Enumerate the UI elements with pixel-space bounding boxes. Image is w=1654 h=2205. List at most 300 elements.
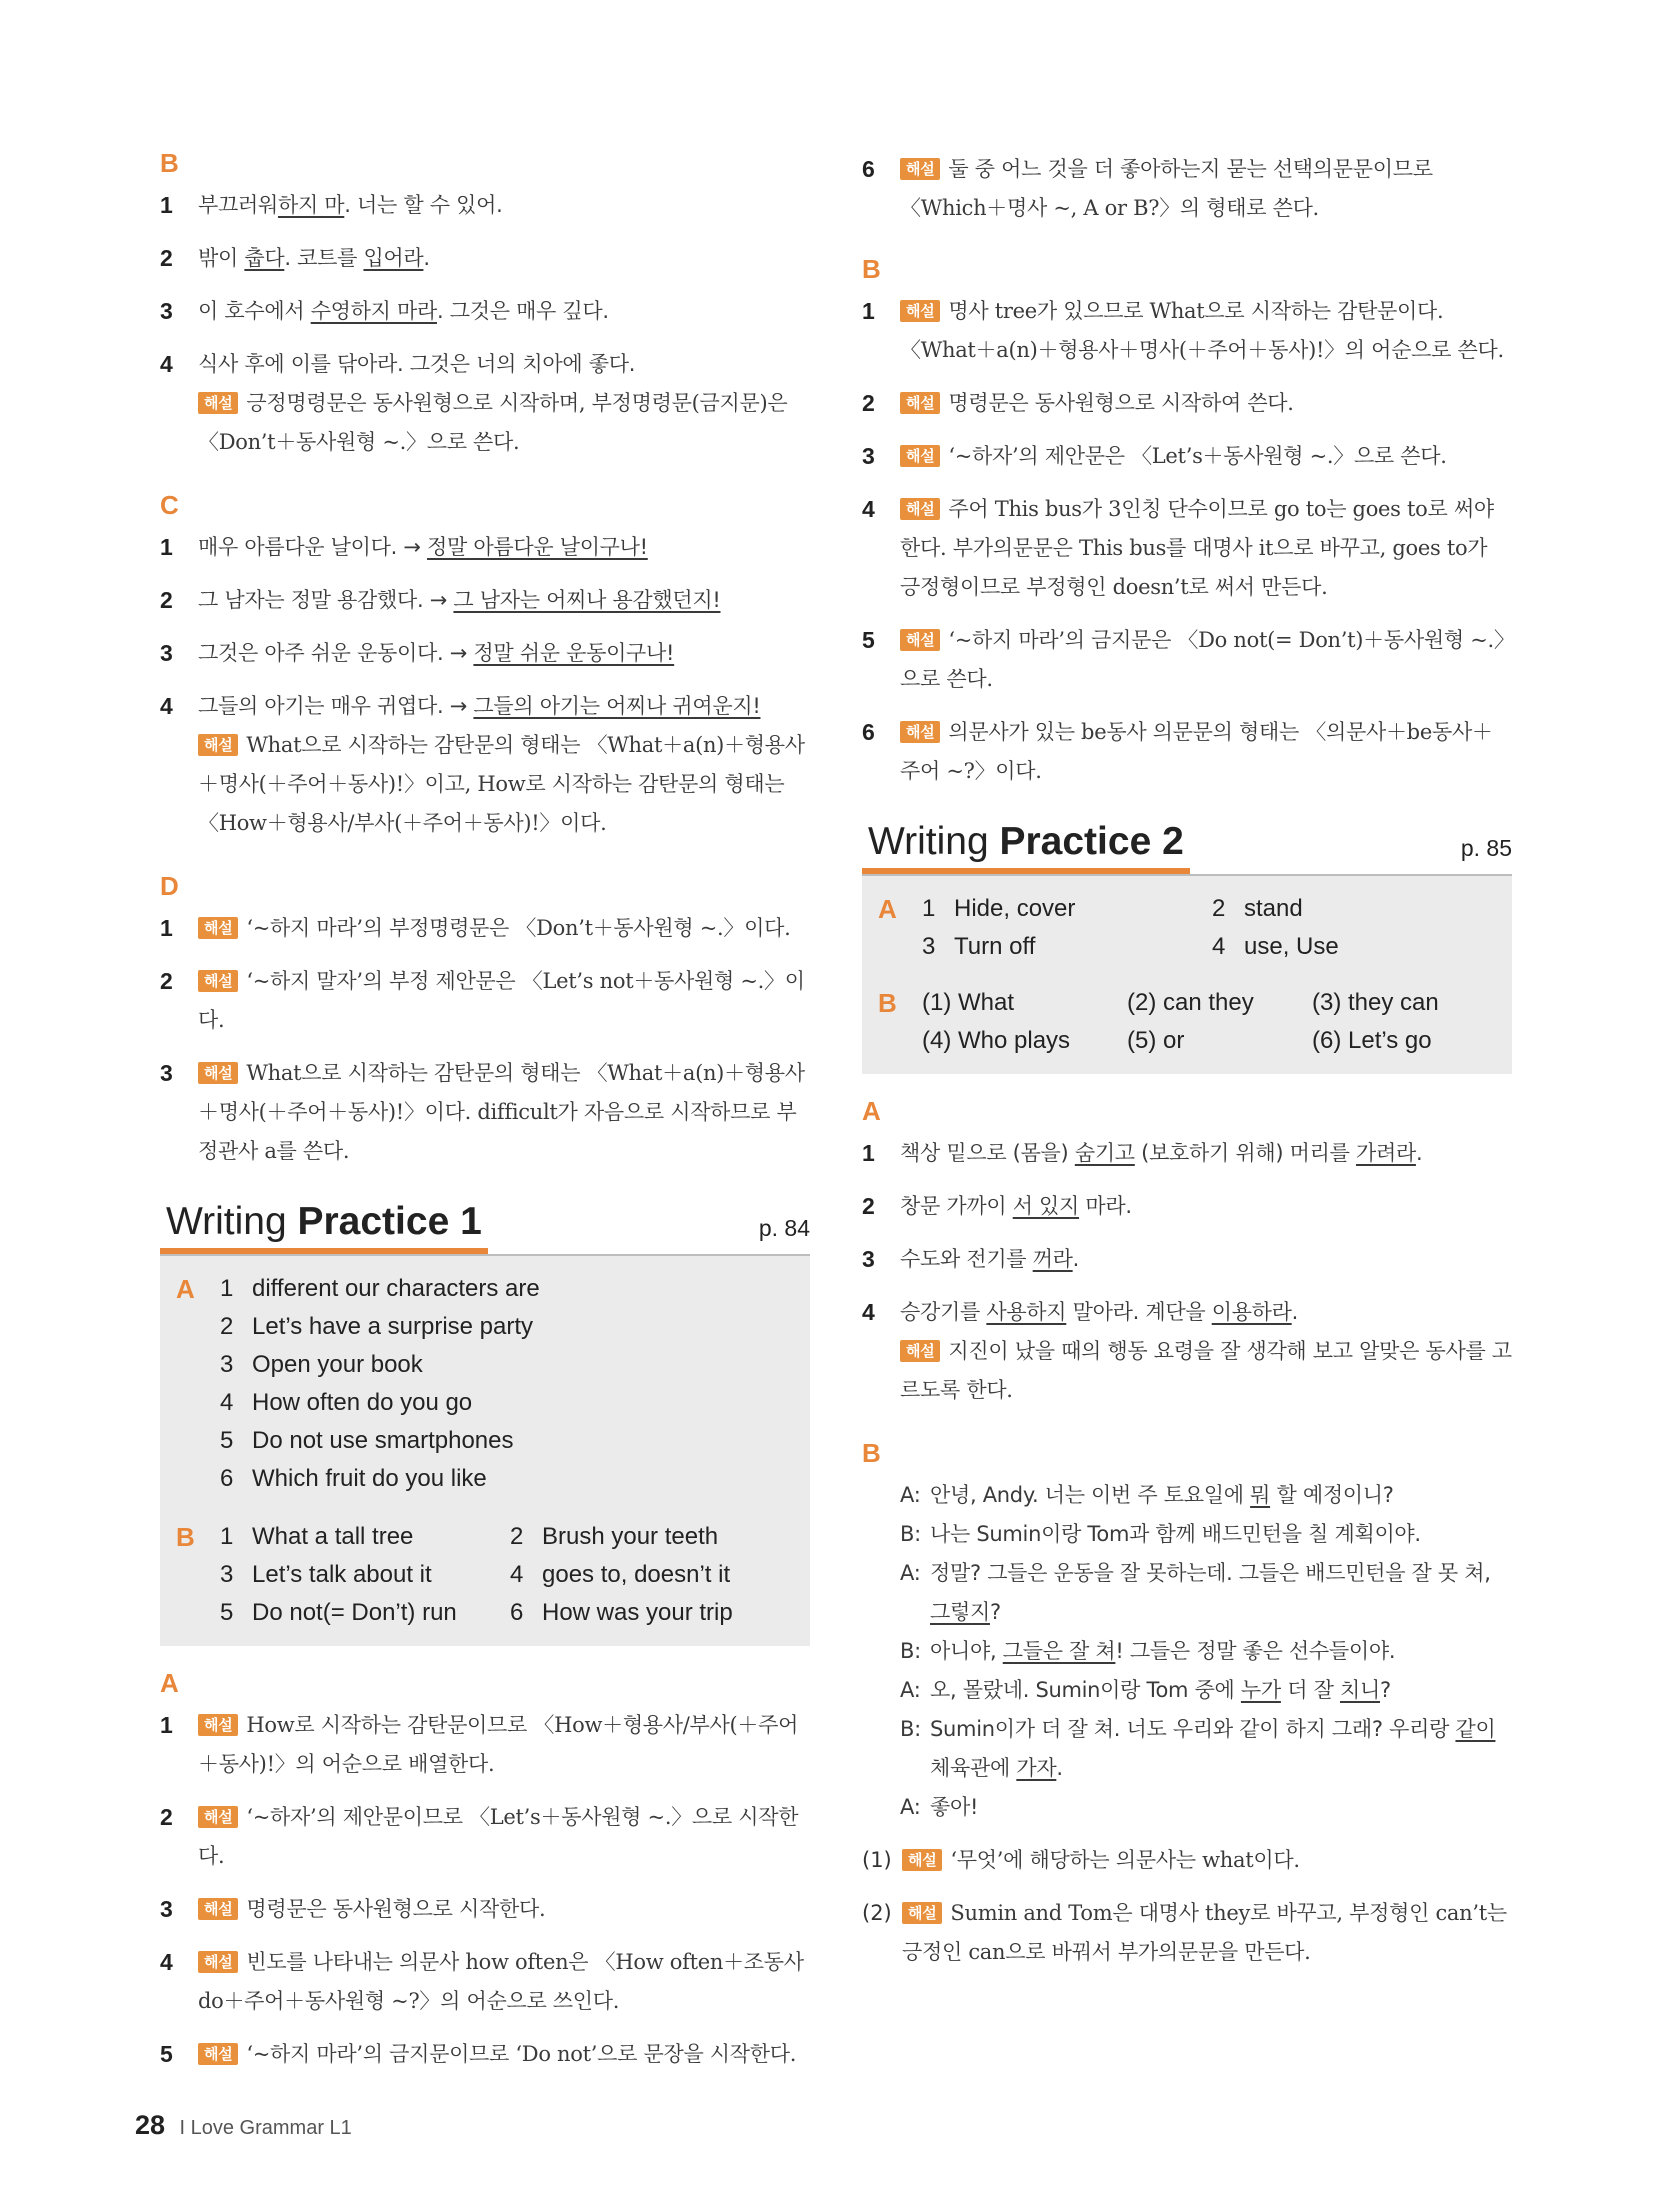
wp-answer-text: Brush your teeth	[542, 1522, 719, 1550]
dialog	[900, 1476, 1512, 1827]
wp-answer-grid	[220, 1518, 800, 1632]
explanation	[900, 490, 1512, 607]
wp-answer	[1127, 1022, 1312, 1060]
wp-answer-number: 4	[510, 1560, 524, 1588]
explanation-text: How로 시작하는 감탄문이므로 〈How＋형용사/부사(＋주어＋동사)!〉의 어순으로 배열한다.	[198, 1712, 799, 1776]
dialog-text	[930, 1788, 978, 1827]
sentence-text: . 그것은 매우 깊다.	[436, 299, 609, 323]
item-number: 2	[862, 1192, 875, 1219]
wp-answer-text: Turn off	[954, 932, 1036, 960]
note-list	[862, 1841, 1512, 1972]
wp-answer-text: (6) Let’s go	[1312, 1026, 1432, 1054]
sentence-text: .	[423, 246, 430, 270]
underlined-answer: 그 남자는 어찌나 용감했던지!	[453, 588, 721, 612]
item-body	[198, 1054, 810, 1171]
item-number: 1	[160, 1711, 173, 1738]
wp-answer-text: (5) or	[1127, 1026, 1185, 1054]
wp-row-b	[878, 984, 1494, 1060]
wp-answer-text: (4) Who plays	[922, 1026, 1071, 1054]
wp-letter: A	[878, 893, 897, 924]
explanation-badge: 해설	[900, 392, 940, 414]
speaker: A:	[900, 1482, 921, 1507]
section-a-wp1	[160, 1667, 810, 2074]
answer-sentence	[900, 1187, 1512, 1226]
explanation-text: 지진이 났을 때의 행동 요령을 잘 생각해 보고 알맞은 동사를 고르도록 한다.	[900, 1338, 1512, 1402]
wp-answer-number: 1	[220, 1274, 234, 1302]
item-body	[198, 528, 810, 567]
underlined-answer: 사용하지	[986, 1299, 1067, 1324]
answer-item	[160, 2035, 810, 2074]
wp-answer-text: Do not use smartphones	[252, 1426, 514, 1454]
explanation-text: ‘~하지 마라’의 부정명령문은 〈Don’t＋동사원형 ~.〉이다.	[246, 916, 791, 940]
sentence-text: .	[1291, 1299, 1299, 1324]
item-number: 5	[862, 627, 875, 653]
underlined-answer: 뭐	[1250, 1482, 1271, 1507]
wp-page-ref: p. 85	[1460, 834, 1512, 861]
wp-answer-text: How often do you go	[252, 1388, 473, 1416]
wp-answer-text: What a tall tree	[252, 1522, 414, 1550]
wp-answer	[220, 1308, 792, 1346]
item-body	[900, 490, 1512, 607]
underlined-answer: 정말 쉬운 운동이구나!	[473, 641, 675, 665]
sentence-text: 승강기를	[900, 1299, 987, 1324]
explanation-text: ‘~하자’의 제안문이므로 〈Let’s＋동사원형 ~.〉으로 시작한다.	[198, 1804, 799, 1868]
wp-answer	[922, 984, 1127, 1022]
wp-answer-text: Do not(= Don’t) run	[252, 1598, 457, 1626]
wp-answer	[1212, 928, 1502, 966]
item-number: (1)	[862, 1847, 892, 1872]
explanation	[900, 384, 1512, 423]
wp-title-bold: Practice 1	[297, 1200, 482, 1243]
explanation-text: Sumin and Tom은 대명사 they로 바꾸고, 부정형인 can’t는 긍정인 can으로 바꿔서 부가의문문을 만든다.	[902, 1900, 1507, 1964]
wp-answer-text: different our characters are	[252, 1274, 540, 1302]
wp-answer-text: Hide, cover	[954, 894, 1076, 922]
underlined-answer: 같이	[1455, 1716, 1496, 1741]
underlined-answer: 그들의 아기는 어찌나 귀여운지!	[473, 694, 761, 718]
wp-answer	[922, 1022, 1127, 1060]
explanation-text: 긍정명령문은 동사원형으로 시작하며, 부정명령문(금지문)은 〈Don’t＋동사원형 ~.〉으로 쓴다.	[198, 391, 788, 454]
dialog-line	[900, 1671, 1512, 1710]
explanation-badge: 해설	[198, 1062, 238, 1084]
answer-item	[160, 1890, 810, 1929]
answer-item	[862, 1240, 1512, 1279]
wp-answer	[1312, 1022, 1462, 1060]
item-body	[900, 1240, 1512, 1279]
sentence-text: . 코트를	[284, 246, 364, 270]
wp-answer	[922, 890, 1212, 928]
explanation	[198, 1943, 810, 2021]
underlined-answer: 가려라	[1355, 1140, 1416, 1165]
answer-item	[862, 437, 1512, 476]
underlined-answer: 그렇지	[930, 1599, 990, 1624]
dialog-text	[930, 1554, 1512, 1632]
explanation-badge: 해설	[900, 445, 940, 467]
sentence-text: 그들의 아기는 매우 귀엽다. →	[198, 694, 474, 718]
explanation-badge: 해설	[198, 734, 238, 756]
wp-title	[862, 821, 1190, 874]
answer-sentence	[198, 687, 810, 726]
explanation	[198, 1706, 810, 1784]
answer-sentence	[198, 634, 810, 673]
answer-item	[862, 384, 1512, 423]
wp-answer	[220, 1556, 510, 1594]
speaker: A:	[900, 1794, 921, 1819]
item-body	[198, 1943, 810, 2021]
wp-answer-text: (2) can they	[1127, 988, 1254, 1016]
underlined-answer: 치니	[1340, 1677, 1380, 1702]
dialog-segment: 나는 Sumin이랑 Tom과 함께 배드민턴을 칠 계획이야.	[930, 1521, 1421, 1546]
sentence-text: 수도와 전기를	[900, 1246, 1033, 1271]
item-body	[198, 581, 810, 620]
item-body	[900, 621, 1512, 699]
section-letter: B	[160, 148, 179, 178]
item-number: 5	[160, 2040, 173, 2067]
answer-item	[160, 962, 810, 1040]
dialog-line	[900, 1476, 1512, 1515]
answer-item	[862, 621, 1512, 699]
wp-answer-text: stand	[1244, 894, 1303, 922]
underlined-answer: 수영하지 마라	[310, 299, 437, 323]
wp-answer-number: 4	[220, 1388, 234, 1416]
answer-item	[160, 239, 810, 278]
explanation	[198, 909, 810, 948]
wp-answer-number: 1	[922, 894, 936, 922]
wp-answer-text: Which fruit do you like	[252, 1464, 487, 1492]
item-number: 4	[862, 1298, 875, 1325]
dialog-text	[930, 1671, 1391, 1710]
item-number: 6	[862, 156, 875, 182]
speaker: A:	[900, 1560, 921, 1585]
wp-answer	[510, 1556, 800, 1594]
item-body	[198, 186, 810, 225]
answer-item	[862, 150, 1512, 228]
speaker: B:	[900, 1638, 921, 1663]
sentence-text: .	[1415, 1140, 1423, 1165]
wp-answer-number: 6	[510, 1598, 524, 1626]
dialog-line	[900, 1710, 1512, 1788]
item-number: 2	[862, 390, 875, 416]
wp-answer	[1212, 890, 1502, 928]
item-body	[198, 1798, 810, 1876]
writing-practice-1	[160, 1201, 810, 1646]
answer-item	[160, 909, 810, 948]
underlined-answer: 하지 마	[277, 193, 345, 217]
answer-sentence	[900, 1240, 1512, 1279]
wp-answer-text: Let’s talk about it	[252, 1560, 432, 1588]
sentence-text: (보호하기 위해) 머리를	[1134, 1140, 1356, 1165]
wp-answer-number: 6	[220, 1464, 234, 1492]
dialog-text	[930, 1632, 1395, 1671]
sentence-text: 매우 아름다운 날이다. →	[198, 535, 428, 559]
answer-item	[160, 634, 810, 673]
wp-answer-number: 2	[220, 1312, 234, 1340]
section-a-wp2	[862, 1095, 1512, 1410]
explanation-badge: 해설	[198, 1898, 238, 1920]
dialog-segment: 더 잘	[1280, 1677, 1341, 1702]
explanation-text: 빈도를 나타내는 의문사 how often은 〈How often＋조동사 do＋주어＋동사원형 ~?〉의 어순으로 쓰인다.	[198, 1949, 804, 2013]
explanation	[198, 962, 810, 1040]
explanation-badge: 해설	[902, 1849, 942, 1871]
explanation	[900, 150, 1512, 228]
dialog-line	[900, 1515, 1512, 1554]
right-column	[862, 150, 1512, 2002]
dialog-segment: ?	[989, 1599, 1001, 1624]
answer-sentence	[198, 239, 810, 278]
wp-answer-list	[220, 1270, 792, 1498]
item-body	[198, 962, 810, 1040]
wp-title-bold: Practice 2	[999, 820, 1184, 863]
wp-row-a	[878, 890, 1494, 966]
answer-item	[160, 1943, 810, 2021]
item-body	[198, 2035, 810, 2074]
explanation-text: ‘~하지 마라’의 금지문은 〈Do not(= Don’t)＋동사원형 ~.〉으로 쓴다.	[900, 628, 1505, 691]
item-body	[900, 437, 1512, 476]
dialog-text	[930, 1476, 1394, 1515]
explanation-badge: 해설	[198, 970, 238, 992]
dialog-segment: 좋아!	[930, 1794, 979, 1819]
item-number: 2	[160, 1803, 173, 1830]
section-letter: B	[862, 254, 881, 284]
item-number: 1	[862, 1139, 875, 1166]
explanation-badge: 해설	[198, 392, 238, 414]
item-list	[160, 1706, 810, 2074]
explanation	[900, 713, 1512, 791]
wp-answer-text: goes to, doesn’t it	[542, 1560, 731, 1588]
answer-sentence	[198, 186, 810, 225]
item-body	[198, 634, 810, 673]
explanation-badge: 해설	[900, 498, 940, 520]
speaker: B:	[900, 1716, 921, 1741]
wp-title-light: Writing	[868, 820, 1000, 863]
answer-item	[160, 1706, 810, 1784]
answer-item	[862, 292, 1512, 370]
item-number: 1	[862, 298, 875, 324]
answer-sentence	[900, 1134, 1512, 1173]
item-number: 3	[862, 1245, 875, 1272]
item-body	[900, 1134, 1512, 1173]
item-number: 2	[160, 245, 173, 271]
answer-item	[160, 528, 810, 567]
item-number: 3	[160, 1895, 173, 1922]
sentence-text: 마라.	[1079, 1193, 1132, 1218]
item-body	[198, 239, 810, 278]
answer-sentence	[198, 528, 810, 567]
wp-row-a	[176, 1270, 792, 1498]
sentence-text: 부끄러워	[198, 193, 278, 217]
wp-answer-number: 3	[220, 1350, 234, 1378]
page-number: 28	[135, 2110, 166, 2140]
explanation-badge: 해설	[198, 2043, 238, 2065]
item-body	[900, 1293, 1512, 1410]
item-body	[900, 713, 1512, 791]
explanation-text: What으로 시작하는 감탄문의 형태는 〈What＋a(n)＋형용사＋명사(＋주어＋동사)!〉이고, How로 시작하는 감탄문의 형태는 〈How＋형용사/부사(＋주어＋동사)!〉이다.	[198, 733, 805, 835]
wp-letter: A	[176, 1273, 195, 1304]
answer-sentence	[198, 345, 810, 384]
section-letter: C	[160, 490, 179, 520]
item-body	[902, 1894, 1512, 1972]
dialog-segment: ?	[1380, 1677, 1391, 1702]
explanation-text: What으로 시작하는 감탄문의 형태는 〈What＋a(n)＋형용사＋명사(＋주어＋동사)!〉이다. difficult가 자음으로 시작하므로 부정관사 a를 쓴다.	[198, 1061, 805, 1163]
item-body	[902, 1841, 1512, 1880]
wp-answer	[510, 1594, 800, 1632]
item-number: 4	[862, 496, 875, 522]
wp-letter: B	[176, 1521, 195, 1552]
answer-item	[160, 186, 810, 225]
wp-answer	[220, 1346, 792, 1384]
sentence-text: . 너는 할 수 있어.	[344, 193, 503, 217]
book-title: I Love Grammar L1	[179, 2117, 352, 2139]
wp-answer-text: How was your trip	[542, 1598, 733, 1626]
section-c	[160, 492, 810, 843]
wp-answer-grid	[922, 890, 1502, 966]
dialog-segment: 체육관에	[930, 1755, 1017, 1780]
sentence-text: 밖이	[198, 246, 245, 270]
item-list	[862, 1134, 1512, 1410]
underlined-answer: 그들은 잘 쳐	[1002, 1638, 1116, 1663]
sentence-text: 식사 후에 이를 닦아라. 그것은 너의 치아에 좋다.	[198, 352, 636, 376]
section-letter: B	[862, 1437, 881, 1468]
explanation	[900, 621, 1512, 699]
wp-answer-text: use, Use	[1244, 932, 1339, 960]
answer-item	[862, 1134, 1512, 1173]
wp-answer	[220, 1460, 792, 1498]
explanation-text: 명사 tree가 있으므로 What으로 시작하는 감탄문이다. 〈What＋a(n)＋형용사＋명사(＋주어＋동사)!〉의 어순으로 쓴다.	[900, 299, 1504, 362]
wp-title	[160, 1201, 488, 1254]
explanation-text: ‘~하지 말자’의 부정 제안문은 〈Let’s not＋동사원형 ~.〉이다.	[198, 969, 805, 1032]
section-letter: A	[862, 1095, 881, 1126]
wp-answer-number: 4	[1212, 932, 1226, 960]
explanation	[198, 1798, 810, 1876]
explanation-text: 의문사가 있는 be동사 의문문의 형태는 〈의문사＋be동사＋주어 ~?〉이다.	[900, 720, 1493, 783]
item-body	[198, 1706, 810, 1784]
dialog-segment: 오, 몰랐네. Sumin이랑 Tom 중에	[930, 1677, 1241, 1702]
item-number: 2	[160, 587, 173, 613]
section-b	[160, 150, 810, 462]
sentence-text: 이 호수에서	[198, 299, 311, 323]
explanation	[198, 1054, 810, 1171]
answer-sentence	[198, 581, 810, 620]
item-number: 4	[160, 693, 173, 719]
answer-sentence	[900, 1293, 1512, 1332]
item-body	[198, 345, 810, 462]
explanation	[900, 1332, 1512, 1410]
underlined-answer: 누가	[1240, 1677, 1281, 1702]
dialog-segment: ! 그들은 정말 좋은 선수들이야.	[1115, 1638, 1396, 1663]
wp-answer-number: 5	[220, 1426, 234, 1454]
answer-item	[160, 687, 810, 843]
explanation	[902, 1894, 1512, 1972]
explanation	[900, 292, 1512, 370]
item-number: (2)	[862, 1900, 892, 1925]
answer-item	[862, 713, 1512, 791]
item-number: 6	[862, 719, 875, 745]
wp-answer-number: 1	[220, 1522, 234, 1550]
item-number: 1	[160, 915, 173, 941]
item-body	[900, 292, 1512, 370]
wp-answer-number: 3	[220, 1560, 234, 1588]
section-letter: A	[160, 1667, 179, 1698]
explanation-badge: 해설	[900, 1340, 940, 1362]
dialog-segment: 할 예정이니?	[1270, 1482, 1394, 1507]
dialog-segment: Sumin이가 더 잘 쳐. 너도 우리와 같이 하지 그래? 우리랑	[930, 1716, 1456, 1741]
item-list	[160, 909, 810, 1171]
explanation-badge: 해설	[198, 1806, 238, 1828]
underlined-answer: 춥다	[244, 246, 285, 270]
answer-item	[160, 292, 810, 331]
item-list	[160, 528, 810, 843]
wp-answer-number: 2	[510, 1522, 524, 1550]
answer-item	[862, 1841, 1512, 1880]
item-number: 3	[160, 298, 173, 324]
wp-page-ref: p. 84	[758, 1214, 810, 1241]
explanation	[198, 726, 810, 843]
wp-row-b	[176, 1518, 792, 1632]
item-number: 4	[160, 351, 173, 377]
explanation-badge: 해설	[900, 300, 940, 322]
wp-title-light: Writing	[166, 1200, 298, 1243]
explanation-badge: 해설	[198, 917, 238, 939]
wp-answer-number: 5	[220, 1598, 234, 1626]
wp-answer-text: Let’s have a surprise party	[252, 1312, 534, 1340]
item-body	[198, 909, 810, 948]
explanation	[198, 384, 810, 462]
item-number: 3	[160, 1060, 173, 1086]
item-body	[900, 150, 1512, 228]
wp-answer-text: (3) they can	[1312, 988, 1439, 1016]
sentence-text: 말아라. 계단을	[1066, 1299, 1212, 1324]
answer-item	[862, 490, 1512, 607]
answer-item	[862, 1894, 1512, 1972]
explanation-badge: 해설	[900, 158, 940, 180]
dialog-segment: 정말? 그들은 운동을 잘 못하는데. 그들은 배드민턴을 잘 못 쳐,	[930, 1560, 1491, 1585]
wp-answer	[1127, 984, 1312, 1022]
answer-sentence	[198, 292, 810, 331]
explanation-badge: 해설	[198, 1714, 238, 1736]
sentence-text: 창문 가까이	[900, 1193, 1013, 1218]
wp-answer-box	[160, 1256, 810, 1646]
explanation-badge: 해설	[900, 721, 940, 743]
answer-item	[160, 345, 810, 462]
wp-answer	[220, 1384, 792, 1422]
item-list	[160, 186, 810, 462]
explanation	[900, 437, 1512, 476]
wp-answer-number: 3	[922, 932, 936, 960]
sentence-text: 책상 밑으로 (몸을)	[900, 1140, 1075, 1165]
speaker: B:	[900, 1521, 921, 1546]
sentence-text: 그것은 아주 쉬운 운동이다. →	[198, 641, 474, 665]
item-body	[900, 384, 1512, 423]
item-body	[198, 1890, 810, 1929]
item-number: 4	[160, 1948, 173, 1975]
explanation-text: 명령문은 동사원형으로 시작하여 쓴다.	[948, 391, 1294, 415]
explanation	[198, 2035, 810, 2074]
dialog-text	[930, 1710, 1512, 1788]
dialog-line	[900, 1632, 1512, 1671]
wp-answer-grid	[922, 984, 1494, 1060]
item-body	[198, 687, 810, 843]
speaker: A:	[900, 1677, 921, 1702]
wp-answer-text: Open your book	[252, 1350, 423, 1378]
explanation-text: 둘 중 어느 것을 더 좋아하는지 묻는 선택의문문이므로 〈Which＋명사 ~, A or B?〉의 형태로 쓴다.	[900, 157, 1433, 220]
wp-letter: B	[878, 987, 897, 1018]
item-number: 1	[160, 192, 173, 218]
writing-practice-2	[862, 821, 1512, 1074]
wp-answer	[220, 1422, 792, 1460]
wp-header	[862, 821, 1512, 874]
underlined-answer: 정말 아름다운 날이구나!	[427, 535, 648, 559]
explanation-badge: 해설	[900, 629, 940, 651]
item-number: 3	[862, 443, 875, 469]
